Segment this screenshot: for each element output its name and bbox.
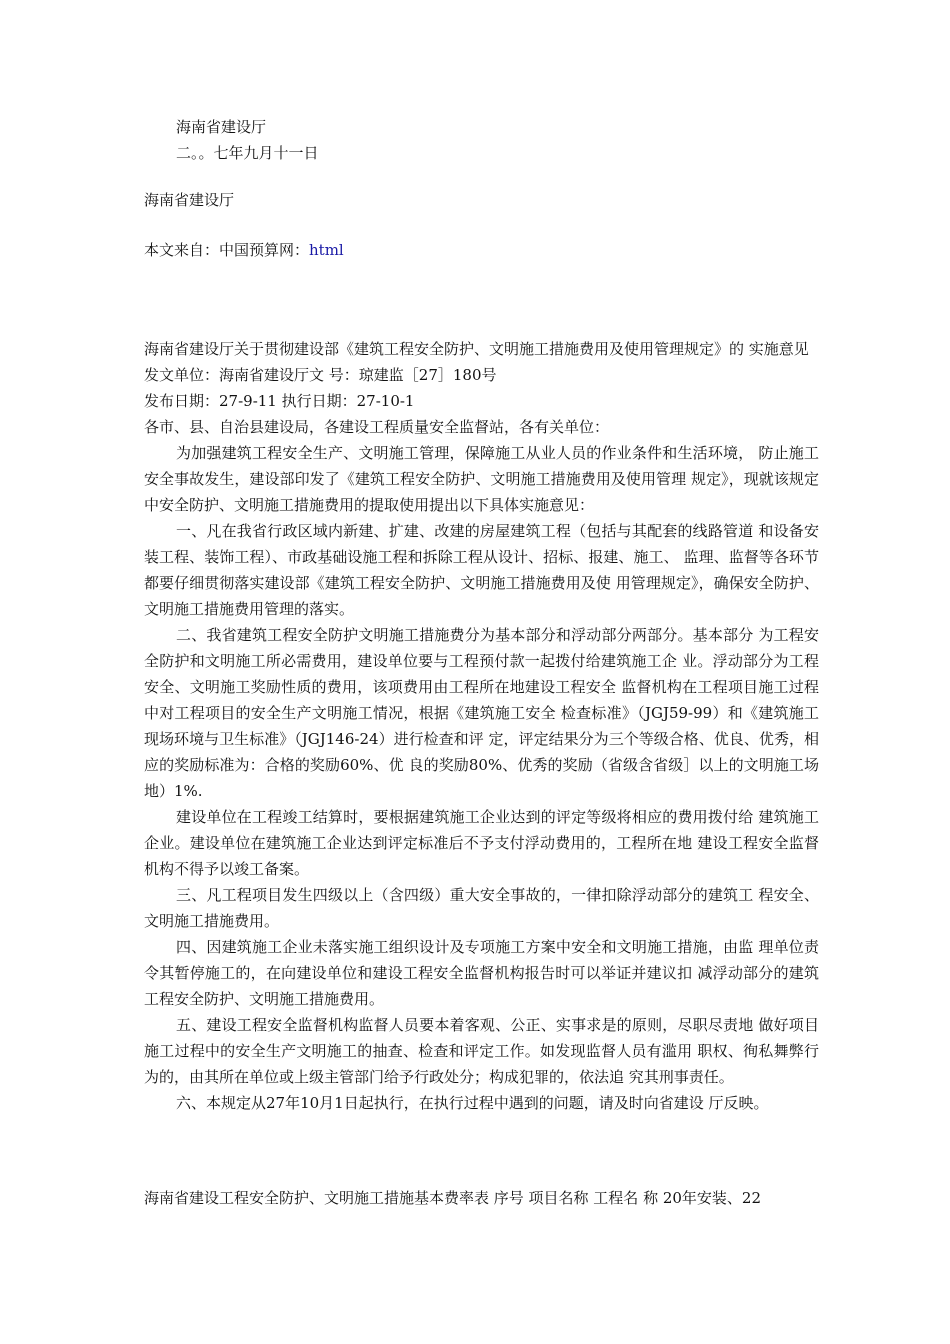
paragraph-2: 二、我省建筑工程安全防护文明施工措施费分为基本部分和浮动部分两部分。基本部分 为工程安全防护和文明施工所必需费用，建设单位要与工程预付款一起拨付给建筑施工企 业。浮动部分为工程安全、文明施工奖励性质的费用，该项费用由工程所在地建设工程安全 监督机构在工程项目施工过程中对工程项目的安全生产文明施工情况，根据《建筑施工安全 检查标准》（JGJ59-99）和《建筑施工现场环境与卫生标准》（JGJ146-24）进行检查和评 定，评定结果分为三个等级合格、优良、优秀，相应的奖励标准为：合格的奖励60%、优 良的奖励80%、优秀的奖励（省级含省级］以上的文明施工场地）1%. bbox=[144, 626, 819, 800]
paragraph-3: 三、凡工程项目发生四级以上（含四级）重大安全事故的，一律扣除浮动部分的建筑工 程安全、文明施工措施费用。 bbox=[144, 886, 819, 930]
source-line bbox=[144, 237, 819, 263]
dates-line: 发布日期：27-9-11 执行日期：27-10-1 bbox=[144, 392, 415, 410]
table-intro: 海南省建设工程安全防护、文明施工措施基本费率表 序号 项目名称 工程名 称 20年安装、22 bbox=[144, 1189, 762, 1207]
signature-date: 二。。七年九月十一日 bbox=[176, 144, 319, 162]
source-prefix: 本文来自：中国预算网： bbox=[144, 241, 310, 259]
paragraph-2-settlement: 建设单位在工程竣工结算时，要根据建筑施工企业达到的评定等级将相应的费用拨付给 建筑施工企业。建设单位在建筑施工企业达到评定标准后不予支付浮动费用的，工程所在地 建设工程安全监督机构不得予以竣工备案。 bbox=[144, 808, 819, 878]
salutation: 各市、县、自治县建设局，各建设工程质量安全监督站，各有关单位： bbox=[144, 418, 610, 436]
table-intro-block bbox=[144, 1185, 819, 1211]
paragraph-4: 四、因建筑施工企业未落实施工组织设计及专项施工方案中安全和文明施工措施，由监 理单位责令其暂停施工的，在向建设单位和建设工程安全监督机构报告时可以举证并建议扣 减浮动部分的建筑工程安全防护、文明施工措施费用。 bbox=[144, 938, 819, 1008]
signature-org: 海南省建设厅 bbox=[176, 118, 267, 136]
issuer-line: 发文单位：海南省建设厅文 号：琼建监［27］180号 bbox=[144, 366, 497, 384]
org-repeat-block bbox=[144, 187, 819, 213]
paragraph-5: 五、建设工程安全监督机构监督人员要本着客观、公正、实事求是的原则，尽职尽责地 做好项目施工过程中的安全生产文明施工的抽查、检查和评定工作。如发现监督人员有滥用 职权、徇私舞弊行为的，由其所在单位或上级主管部门给予行政处分；构成犯罪的，依法追 究其刑事责任。 bbox=[144, 1016, 819, 1086]
source-block bbox=[144, 237, 819, 263]
source-link[interactable]: html bbox=[309, 241, 344, 259]
org-repeat: 海南省建设厅 bbox=[144, 191, 235, 209]
document-body bbox=[144, 336, 819, 1116]
document-title: 海南省建设厅关于贯彻建设部《建筑工程安全防护、文明施工措施费用及使用管理规定》的 实施意见 bbox=[144, 340, 809, 358]
paragraph-1: 一、凡在我省行政区域内新建、扩建、改建的房屋建筑工程（包括与其配套的线路管道 和设备安装工程、装饰工程）、市政基础设施工程和拆除工程从设计、招标、报建、施工、 监理、监督等各环节都要仔细贯彻落实建设部《建筑工程安全防护、文明施工措施费用及使 用管理规定》，确保安全防护、文明施工措施费用管理的落实。 bbox=[144, 522, 819, 618]
signature-block bbox=[144, 114, 819, 166]
paragraph-6: 六、本规定从27年10月1日起执行，在执行过程中遇到的问题，请及时向省建设 厅反映。 bbox=[176, 1094, 769, 1112]
paragraph-intro: 为加强建筑工程安全生产、文明施工管理，保障施工从业人员的作业条件和生活环境， 防止施工安全事故发生，建设部印发了《建筑工程安全防护、文明施工措施费用及使用管理 规定》，现就该规定中安全防护、文明施工措施费用的提取使用提出以下具体实施意见： bbox=[144, 444, 819, 514]
